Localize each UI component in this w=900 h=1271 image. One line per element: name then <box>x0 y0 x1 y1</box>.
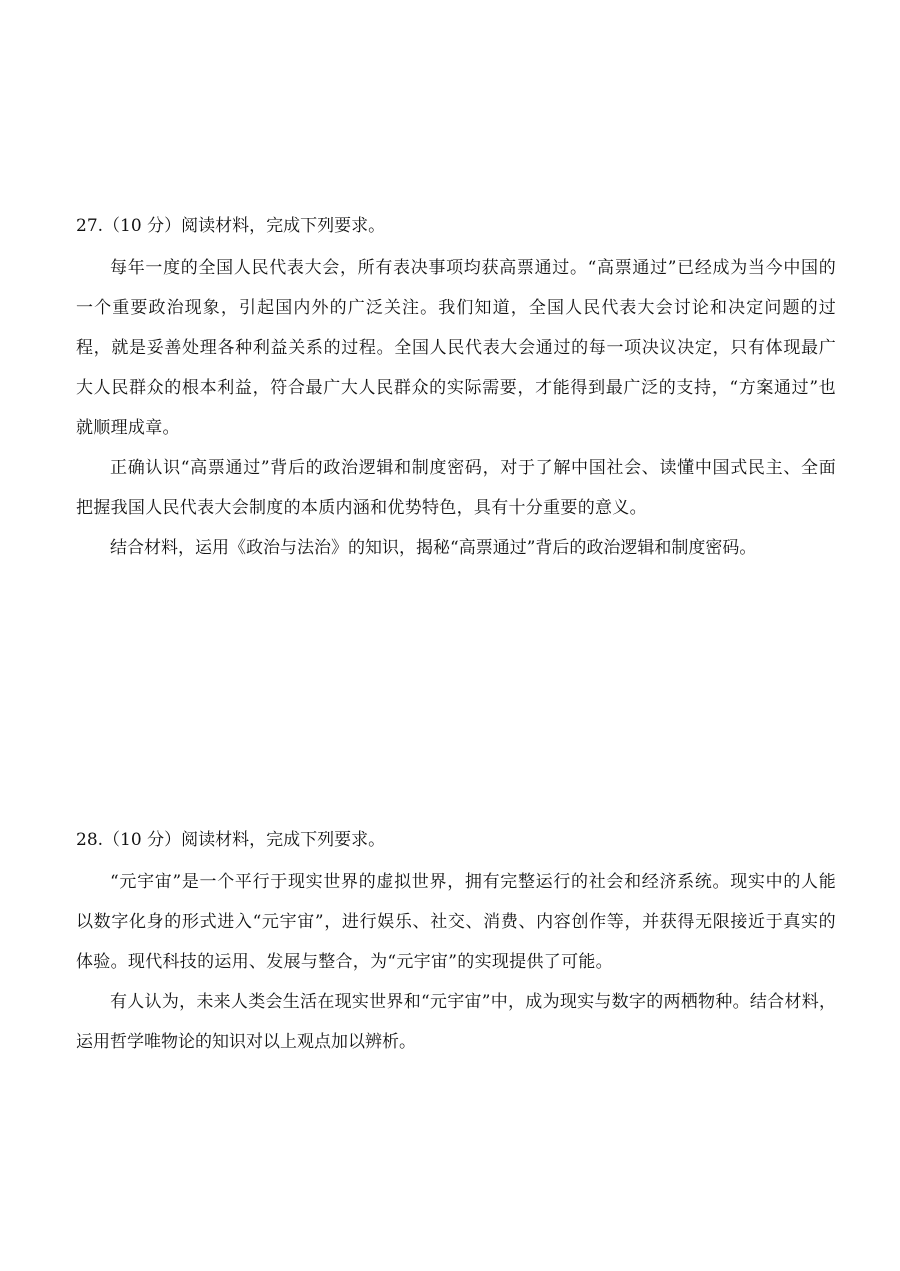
question-requirement: 有人认为，未来人类会生活在现实世界和“元宇宙”中，成为现实与数字的两栖物种。结合材料，运用哲学唯物论的知识对以上观点加以辨析。 <box>76 992 836 1052</box>
material-paragraph: “元宇宙”是一个平行于现实世界的虚拟世界，拥有完整运行的社会和经济系统。现实中的人能以数字化身的形式进入“元宇宙”，进行娱乐、社交、消费、内容创作等，并获得无限接近于真实的体验。现代科技的运用、发展与整合，为“元宇宙”的实现提供了可能。 <box>76 872 836 972</box>
question-28 <box>76 826 836 1062</box>
material-paragraph: 正确认识“高票通过”背后的政治逻辑和制度密码，对于了解中国社会、读懂中国式民主、全面把握我国人民代表大会制度的本质内涵和优势特色，具有十分重要的意义。 <box>76 458 836 518</box>
material-paragraph: 每年一度的全国人民代表大会，所有表决事项均获高票通过。“高票通过”已经成为当今中国的一个重要政治现象，引起国内外的广泛关注。我们知道，全国人民代表大会讨论和决定问题的过程，就是妥善处理各种利益关系的过程。全国人民代表大会通过的每一项决议决定，只有体现最广大人民群众的根本利益，符合最广大人民群众的实际需要，才能得到最广泛的支持，“方案通过”也就顺理成章。 <box>76 258 836 438</box>
question-title: 28.（10 分）阅读材料，完成下列要求。 <box>76 830 386 850</box>
question-requirement: 结合材料，运用《政治与法治》的知识，揭秘“高票通过”背后的政治逻辑和制度密码。 <box>110 538 757 558</box>
question-27 <box>76 212 836 568</box>
question-title: 27.（10 分）阅读材料，完成下列要求。 <box>76 216 386 236</box>
